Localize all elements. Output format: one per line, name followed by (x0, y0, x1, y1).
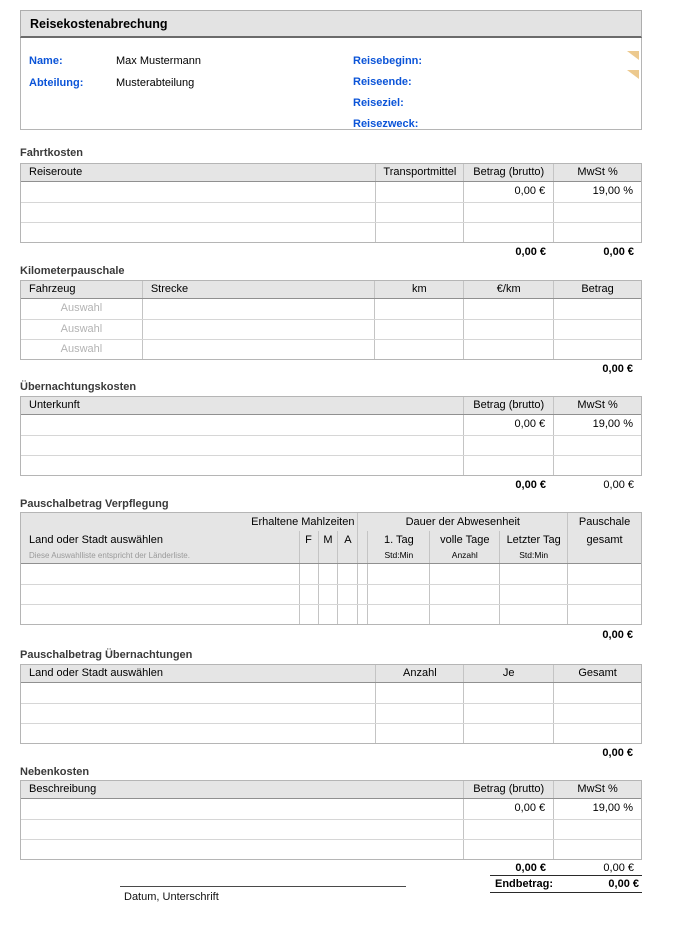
col-header-betrag: Betrag (553, 281, 641, 298)
mwst-cell[interactable] (553, 456, 641, 475)
abend-cell[interactable] (337, 564, 357, 584)
mwst-cell[interactable]: 19,00 % (553, 799, 641, 819)
betrag-cell[interactable] (463, 203, 553, 222)
fruehstueck-cell[interactable] (299, 605, 318, 624)
kilometerpauschale-table (20, 280, 642, 360)
pauschale-gesamt-cell[interactable] (567, 605, 641, 624)
endbetrag-row (490, 875, 642, 893)
table-row (21, 299, 641, 319)
comment-marker-icon (627, 70, 639, 79)
form-title: Reisekostenabrechung (20, 10, 642, 38)
betrag-cell[interactable] (463, 456, 553, 475)
kilometerpauschale-header-row (21, 281, 641, 299)
uebernachtungskosten-table (20, 396, 642, 476)
volle-tage-cell[interactable] (429, 585, 499, 604)
pauschale-gesamt-cell[interactable] (567, 564, 641, 584)
col-header-transportmittel: Transportmittel (375, 164, 463, 181)
strecke-cell[interactable] (142, 299, 375, 319)
table-row (21, 819, 641, 839)
table-row (21, 604, 641, 624)
land-auswahl-dropdown[interactable] (21, 564, 299, 584)
betrag-cell[interactable] (463, 223, 553, 242)
name-value[interactable]: Max Mustermann (116, 55, 201, 67)
reiseziel-row (353, 92, 422, 113)
col-header-mwst: MwSt % (553, 781, 641, 798)
col-header-beschreibung: Beschreibung (29, 783, 97, 795)
reisezweck-row (353, 113, 422, 134)
reiseende-label: Reiseende: (353, 75, 412, 88)
mwst-cell[interactable] (553, 203, 641, 222)
unterkunft-cell[interactable] (21, 436, 463, 455)
section-label-fahrtkosten: Fahrtkosten (20, 147, 83, 159)
fahrtkosten-table (20, 163, 642, 243)
table-row (21, 222, 641, 242)
uebernachtungskosten-total-betrag: 0,00 € (515, 479, 546, 491)
nebenkosten-header-row (21, 781, 641, 799)
info-box (20, 38, 642, 130)
eur-km-cell[interactable] (463, 320, 553, 339)
reiseroute-cell[interactable] (21, 182, 375, 202)
table-row (21, 339, 641, 359)
transportmittel-cell[interactable] (375, 203, 463, 222)
group-header-mahlzeiten: Erhaltene Mahlzeiten (251, 516, 355, 528)
km-cell[interactable] (374, 340, 463, 359)
betrag-cell[interactable] (463, 840, 553, 859)
fruehstueck-cell[interactable] (299, 564, 318, 584)
abteilung-value[interactable]: Musterabteilung (116, 77, 195, 89)
mwst-cell[interactable] (553, 840, 641, 859)
betrag-cell[interactable]: 0,00 € (463, 799, 553, 819)
col-header-mwst: MwSt % (553, 397, 641, 414)
col-header-mittag: M (318, 531, 338, 563)
uebernachtungskosten-header-row (21, 397, 641, 415)
section-label-kilometerpauschale: Kilometerpauschale (20, 265, 125, 277)
col-header-fruehstueck: F (299, 531, 318, 563)
unterkunft-cell[interactable] (21, 415, 463, 435)
table-row (21, 435, 641, 455)
mittag-cell[interactable] (318, 564, 338, 584)
fahrzeug-auswahl-dropdown[interactable]: Auswahl (60, 343, 103, 355)
mwst-cell[interactable] (553, 820, 641, 839)
erster-tag-cell[interactable] (367, 564, 429, 584)
table-row (21, 319, 641, 339)
section-label-nebenkosten: Nebenkosten (20, 766, 90, 778)
gesamt-cell[interactable] (553, 724, 641, 743)
signature-label: Datum, Unterschrift (124, 891, 219, 903)
land-auswahl-dropdown[interactable] (21, 585, 299, 604)
reisezweck-label: Reisezweck: (353, 117, 419, 130)
col-header-je: Je (463, 665, 553, 682)
spacer-cell (357, 564, 367, 584)
section-label-pauschale-uebernachtungen: Pauschalbetrag Übernachtungen (20, 649, 193, 661)
anzahl-cell[interactable] (375, 724, 463, 743)
col-header-volle-tage: volle Tage Anzahl (429, 531, 499, 563)
nebenkosten-table (20, 780, 642, 860)
land-auswahl-dropdown[interactable] (21, 704, 375, 723)
land-auswahl-dropdown[interactable] (21, 724, 375, 743)
mittag-cell[interactable] (318, 605, 338, 624)
km-cell[interactable] (374, 299, 463, 319)
table-row (21, 839, 641, 859)
abend-cell[interactable] (337, 605, 357, 624)
col-header-eur-km: €/km (463, 281, 553, 298)
verpflegung-group-header-row (21, 513, 641, 531)
uebernachtungskosten-total-mwst: 0,00 € (603, 479, 634, 491)
erster-tag-cell[interactable] (367, 585, 429, 604)
table-row (21, 799, 641, 819)
letzter-tag-cell[interactable] (499, 605, 567, 624)
eur-km-cell[interactable] (463, 340, 553, 359)
abteilung-label: Abteilung: (29, 77, 84, 89)
col-header-erster-tag: 1. Tag Std:Min (367, 531, 429, 563)
betrag-cell[interactable] (463, 436, 553, 455)
col-header-anzahl: Anzahl (375, 665, 463, 682)
erster-tag-cell[interactable] (367, 605, 429, 624)
betrag-cell[interactable] (553, 299, 641, 319)
eur-km-cell[interactable] (463, 299, 553, 319)
name-row (29, 50, 201, 72)
kilometerpauschale-total: 0,00 € (602, 363, 633, 375)
comment-marker-icon (627, 51, 639, 60)
col-spacer (357, 531, 367, 563)
col-header-land-label: Land oder Stadt auswählen (29, 534, 163, 546)
anzahl-cell[interactable] (375, 683, 463, 703)
col-header-mwst: MwSt % (553, 164, 641, 181)
gesamt-cell[interactable] (553, 683, 641, 703)
table-row (21, 455, 641, 475)
signature-line (120, 886, 406, 903)
volle-tage-cell[interactable] (429, 564, 499, 584)
strecke-cell[interactable] (142, 340, 375, 359)
volle-tage-cell[interactable] (429, 605, 499, 624)
table-row (21, 202, 641, 222)
info-left-column (29, 50, 201, 94)
endbetrag-value: 0,00 € (608, 878, 639, 890)
verpflegung-column-header-row (21, 531, 641, 564)
betrag-cell[interactable] (553, 340, 641, 359)
table-row (21, 683, 641, 703)
je-cell[interactable] (463, 683, 553, 703)
verpflegung-table (20, 512, 642, 625)
pauschale-uebernachtungen-table (20, 664, 642, 744)
table-row (21, 182, 641, 202)
col-header-land: Land oder Stadt auswählen (29, 667, 163, 679)
fahrtkosten-header-row (21, 164, 641, 182)
je-cell[interactable] (463, 704, 553, 723)
pauschale-uebernachtungen-header-row (21, 665, 641, 683)
abteilung-row (29, 72, 201, 94)
fahrtkosten-total-mwst: 0,00 € (603, 246, 634, 258)
col-header-land-note: Diese Auswahlliste entspricht der Länderliste. (29, 551, 190, 560)
grand-total-betrag: 0,00 € (515, 862, 546, 874)
reiseroute-cell[interactable] (21, 203, 375, 222)
abend-cell[interactable] (337, 585, 357, 604)
fruehstueck-cell[interactable] (299, 585, 318, 604)
col-header-km: km (374, 281, 463, 298)
verpflegung-total: 0,00 € (602, 629, 633, 641)
info-right-column (353, 50, 422, 134)
col-header-reiseroute: Reiseroute (29, 166, 83, 178)
gesamt-cell[interactable] (553, 704, 641, 723)
table-row (21, 584, 641, 604)
anzahl-cell[interactable] (375, 704, 463, 723)
fahrzeug-auswahl-dropdown[interactable]: Auswahl (60, 302, 103, 314)
table-row (21, 415, 641, 435)
fahrtkosten-totals (20, 246, 642, 258)
unterkunft-cell[interactable] (21, 456, 463, 475)
uebernachtungskosten-totals (20, 479, 642, 491)
table-row (21, 703, 641, 723)
section-label-uebernachtungskosten: Übernachtungskosten (20, 381, 137, 393)
beschreibung-cell[interactable] (21, 840, 463, 859)
group-header-abwesenheit: Dauer der Abwesenheit (357, 513, 567, 531)
letzter-tag-cell[interactable] (499, 564, 567, 584)
reisebeginn-label: Reisebeginn: (353, 54, 423, 67)
mittag-cell[interactable] (318, 585, 338, 604)
group-header-pauschale: Pauschale (567, 513, 641, 531)
col-header-betrag-brutto: Betrag (brutto) (463, 397, 553, 414)
beschreibung-cell[interactable] (21, 820, 463, 839)
col-header-letzter-tag: Letzter Tag Std:Min (499, 531, 567, 563)
col-header-unterkunft: Unterkunft (29, 399, 80, 411)
col-header-betrag-brutto: Betrag (brutto) (463, 781, 553, 798)
grand-totals-row (20, 862, 642, 874)
transportmittel-cell[interactable] (375, 182, 463, 202)
je-cell[interactable] (463, 724, 553, 743)
col-header-land (21, 531, 299, 563)
betrag-cell[interactable]: 0,00 € (463, 182, 553, 202)
mwst-cell[interactable] (553, 436, 641, 455)
col-header-pauschale-gesamt: gesamt (567, 531, 641, 563)
endbetrag-label: Endbetrag: (495, 878, 554, 890)
fahrzeug-auswahl-dropdown[interactable]: Auswahl (60, 323, 103, 335)
col-header-gesamt: Gesamt (553, 665, 641, 682)
mwst-cell[interactable]: 19,00 % (553, 182, 641, 202)
fahrtkosten-total-betrag: 0,00 € (515, 246, 546, 258)
grand-total-mwst: 0,00 € (603, 862, 634, 874)
reiseende-row (353, 71, 422, 92)
reisebeginn-row (353, 50, 422, 71)
km-cell[interactable] (374, 320, 463, 339)
col-header-strecke: Strecke (142, 281, 375, 298)
betrag-cell[interactable]: 0,00 € (463, 415, 553, 435)
transportmittel-cell[interactable] (375, 223, 463, 242)
spacer-cell (357, 605, 367, 624)
betrag-cell[interactable] (463, 820, 553, 839)
mwst-cell[interactable] (553, 223, 641, 242)
reiseroute-cell[interactable] (21, 223, 375, 242)
mwst-cell[interactable]: 19,00 % (553, 415, 641, 435)
table-row (21, 564, 641, 584)
table-row (21, 723, 641, 743)
col-header-fahrzeug: Fahrzeug (29, 283, 76, 295)
reiseziel-label: Reiseziel: (353, 96, 404, 109)
land-auswahl-dropdown[interactable] (21, 605, 299, 624)
betrag-cell[interactable] (553, 320, 641, 339)
strecke-cell[interactable] (142, 320, 375, 339)
spacer-cell (357, 585, 367, 604)
pauschale-uebernachtungen-total: 0,00 € (602, 747, 633, 759)
col-header-betrag-brutto: Betrag (brutto) (463, 164, 553, 181)
land-auswahl-dropdown[interactable] (21, 683, 375, 703)
beschreibung-cell[interactable] (21, 799, 463, 819)
name-label: Name: (29, 55, 63, 67)
pauschale-gesamt-cell[interactable] (567, 585, 641, 604)
col-header-abend: A (337, 531, 357, 563)
section-label-verpflegung: Pauschalbetrag Verpflegung (20, 498, 169, 510)
letzter-tag-cell[interactable] (499, 585, 567, 604)
